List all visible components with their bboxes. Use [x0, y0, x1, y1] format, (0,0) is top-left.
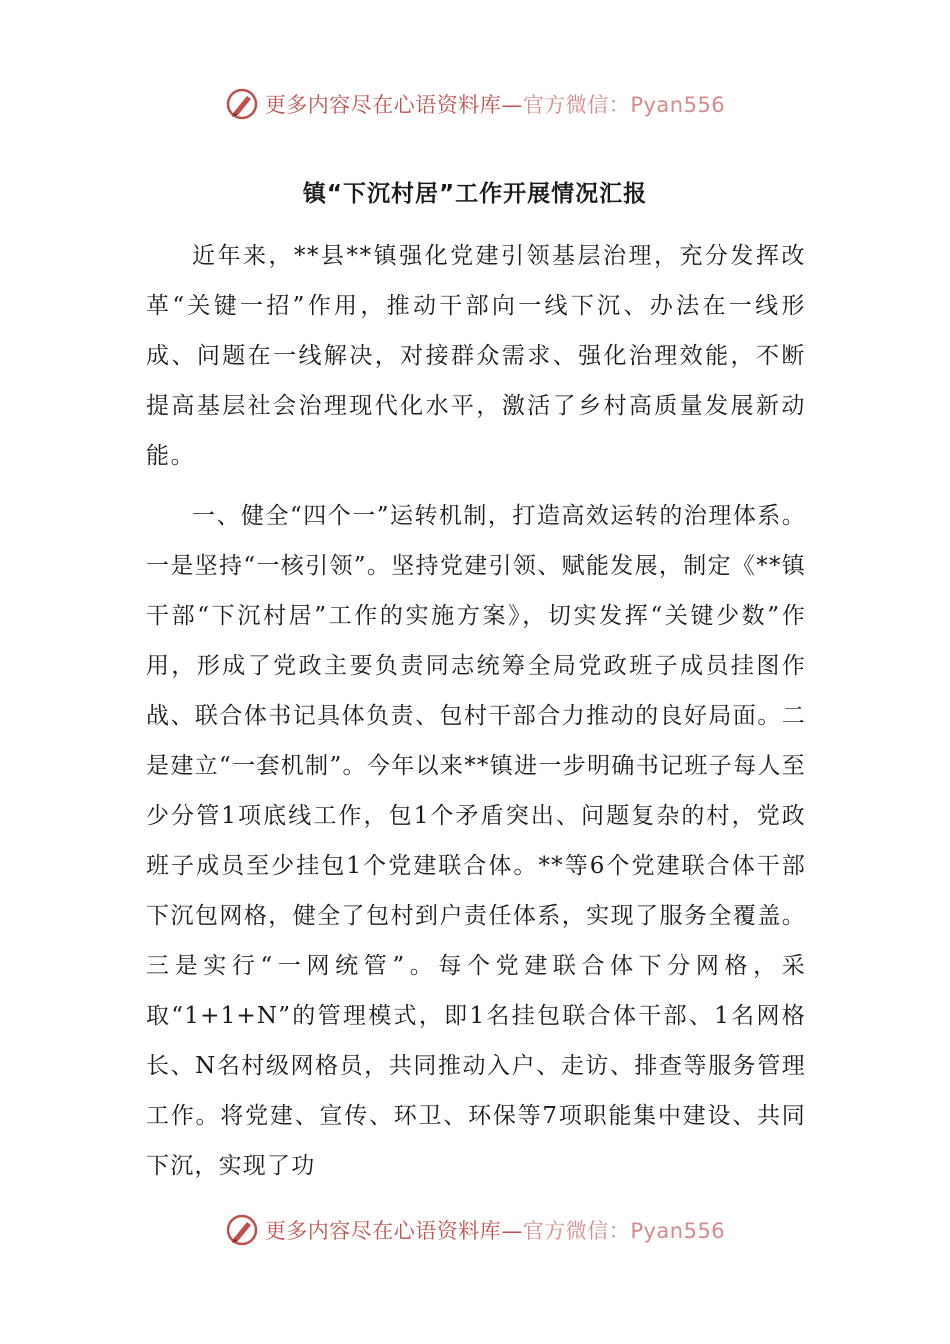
watermark-wechat-id: Pyan556	[630, 1219, 726, 1243]
footer-watermark	[0, 1210, 950, 1250]
watermark-text	[265, 1215, 725, 1245]
pen-logo-icon	[225, 87, 259, 121]
watermark-site: 更多内容尽在心语资料库	[264, 93, 502, 117]
watermark-dash: —	[501, 1219, 523, 1243]
watermark-wechat-label: 官方微信：	[522, 1219, 631, 1243]
paragraph-intro: 近年来，**县**镇强化党建引领基层治理，充分发挥改革“关键一招”作用，推动干部向一线下沉、办法在一线形成、问题在一线解决，对接群众需求、强化治理效能，不断提高基层社会治理现代化水平，激活了乡村高质量发展新动能。	[146, 243, 806, 469]
watermark-wechat-id: Pyan556	[630, 93, 726, 117]
pen-logo-icon	[225, 1213, 259, 1247]
watermark-wechat-label: 官方微信：	[522, 93, 631, 117]
header-watermark	[0, 84, 950, 124]
watermark-site: 更多内容尽在心语资料库	[264, 1219, 502, 1243]
watermark-text	[265, 89, 725, 119]
paragraph-section-one: 一、健全“四个一”运转机制，打造高效运转的治理体系。一是坚持“一核引领”。坚持党建引领、赋能发展，制定《**镇干部“下沉村居”工作的实施方案》，切实发挥“关键少数”作用，形成了党政主要负责同志统筹全局党政班子成员挂图作战、联合体书记具体负责、包村干部合力推动的良好局面。二是建立“一套机制”。今年以来**镇进一步明确书记班子每人至少分管1项底线工作，包1个矛盾突出、问题复杂的村，党政班子成员至少挂包1个党建联合体。**等6个党建联合体干部下沉包网格，健全了包村到户责任体系，实现了服务全覆盖。三是实行“一网统管”。每个党建联合体下分网格，采取“1+1+N”的管理模式，即1名挂包联合体干部、1名网格长、N名村级网格员，共同推动入户、走访、排查等服务管理工作。将党建、宣传、环卫、环保等7项职能集中建设、共同下沉，实现了功	[146, 503, 806, 1179]
document-title: 镇“下沉村居”工作开展情况汇报	[302, 181, 648, 207]
watermark-dash: —	[501, 93, 523, 117]
